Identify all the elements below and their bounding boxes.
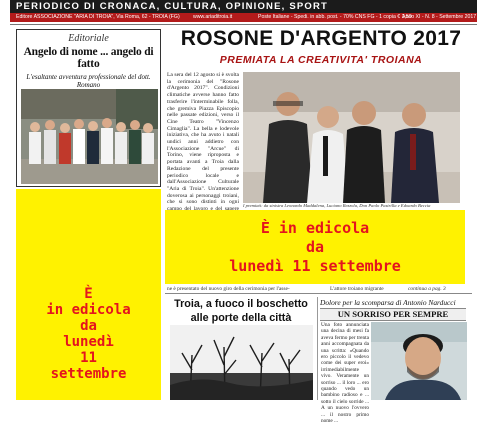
- left-promo-banner[interactable]: [16, 189, 161, 400]
- dolore-article-title[interactable]: UN SORRISO PER SEMPRE: [320, 308, 466, 321]
- postal-info: Poste Italiane - Spedi. in abb. post. - 70% CNS FG - 1 copia € 1,50: [258, 14, 412, 20]
- left-promo-line: settembre: [50, 366, 127, 382]
- editoriale-subtitle: L'esaltante avventura professionale del dott. Romano: [26, 73, 151, 89]
- troia-title-line: Troia, a fuoco il boschetto: [174, 298, 308, 310]
- main-promo-line: È in edicola: [260, 219, 370, 237]
- dolore-article-kicker[interactable]: Dolore per la scomparsa di Antonio Narducci: [320, 298, 456, 307]
- masthead-tagline-bar: [10, 0, 477, 13]
- lead-subheadline: PREMIATA LA CREATIVITA' TROIANA: [219, 54, 423, 66]
- column-rule: [317, 297, 318, 400]
- section-separator: [165, 293, 472, 294]
- lead-continuation-text: ne è presentato del nuovo giro della cerimonia per l'asse-: [167, 286, 290, 292]
- main-promo-line: da: [305, 238, 325, 256]
- left-promo-line: lunedì: [63, 334, 114, 350]
- editoriale-section-label: Editoriale: [68, 33, 109, 44]
- dolore-body-text: Una foto annunciata una decina di mesi fa aveva fermo per trenta anni accompagnata da una scritta: «Quando ero piccolo il vedevo come dei super eroi» irrimediabilmente vivo. Veramente un sorriso ... il loro ... ero quando vedo un bambino radioso e ... sotto il cielo sorride ... A un nuovo l'ovvero ... il nostro primo nome ...: [321, 322, 369, 425]
- editoriale-box[interactable]: [16, 29, 161, 187]
- publisher-info: Editore ASSOCIAZIONE "ARIA DI TROIA", Via Roma, 62 - TROIA (FG): [16, 14, 180, 20]
- continua-link[interactable]: continua a pag. 3: [408, 286, 446, 292]
- left-column: [16, 29, 161, 400]
- masthead-tagline: PERIODICO DI CRONACA, CULTURA, OPINIONE, SPORT: [16, 1, 329, 12]
- troia-article-title[interactable]: [168, 297, 314, 325]
- issue-info: Anno XI - N. 8 - Settembre 2017: [402, 14, 477, 20]
- main-promo-banner[interactable]: [165, 210, 465, 284]
- dolore-portrait-photo: [371, 322, 467, 400]
- lead-headline[interactable]: ROSONE D'ARGENTO 2017: [180, 27, 462, 50]
- page-rule: [10, 24, 477, 25]
- website-link[interactable]: www.ariaditroia.it: [193, 14, 233, 20]
- left-promo-line: È: [84, 286, 93, 302]
- lead-continuation-text-2: L'attore troiano migrante: [330, 286, 384, 292]
- left-promo-text: [16, 286, 161, 382]
- main-promo-text: [165, 219, 465, 276]
- left-promo-line: da: [80, 318, 97, 334]
- lead-award-photo: [243, 72, 460, 203]
- troia-fire-photo: [170, 325, 313, 400]
- lead-photo-caption: I premiati: da sinistra Leonardo Maddalena, Luciano Rezzola, Don Paolo Pastrilla e Edoardo Beccia: [243, 203, 431, 208]
- masthead-info-bar: [10, 13, 477, 22]
- editoriale-group-photo: [21, 89, 158, 184]
- editoriale-title: Angelo di nome ... angelo di fatto: [23, 46, 154, 70]
- troia-title-line: alle porte della città: [190, 312, 292, 324]
- left-promo-line: in edicola: [46, 302, 131, 318]
- left-promo-line: 11: [80, 350, 97, 366]
- main-promo-line: lunedì 11 settembre: [229, 257, 401, 275]
- lead-body-text: La sera del 12 agosto si è svolta la cerimonia del "Rosone d'Argento 2017". Condizioni climatiche avverse hanno fatto trasferire l'interminabile folla, che gremiva Piazza Episcopio nelle passate edizioni, verso il Cine Teatro "Vincenzo Cimaglia". La bella e lodevole iniziativa, che ha avuto i natali undici anni addietro con l'Associazione "Arcue" di Torino, viene riproposta e portata avanti a Troia dalla Redazione del presente periodico locale e dall'Associazione Culturale "Aria di Troia". Un'attenzione doverosa ai personaggi troiani, che si sono distinti in ogni: [167, 72, 239, 206]
